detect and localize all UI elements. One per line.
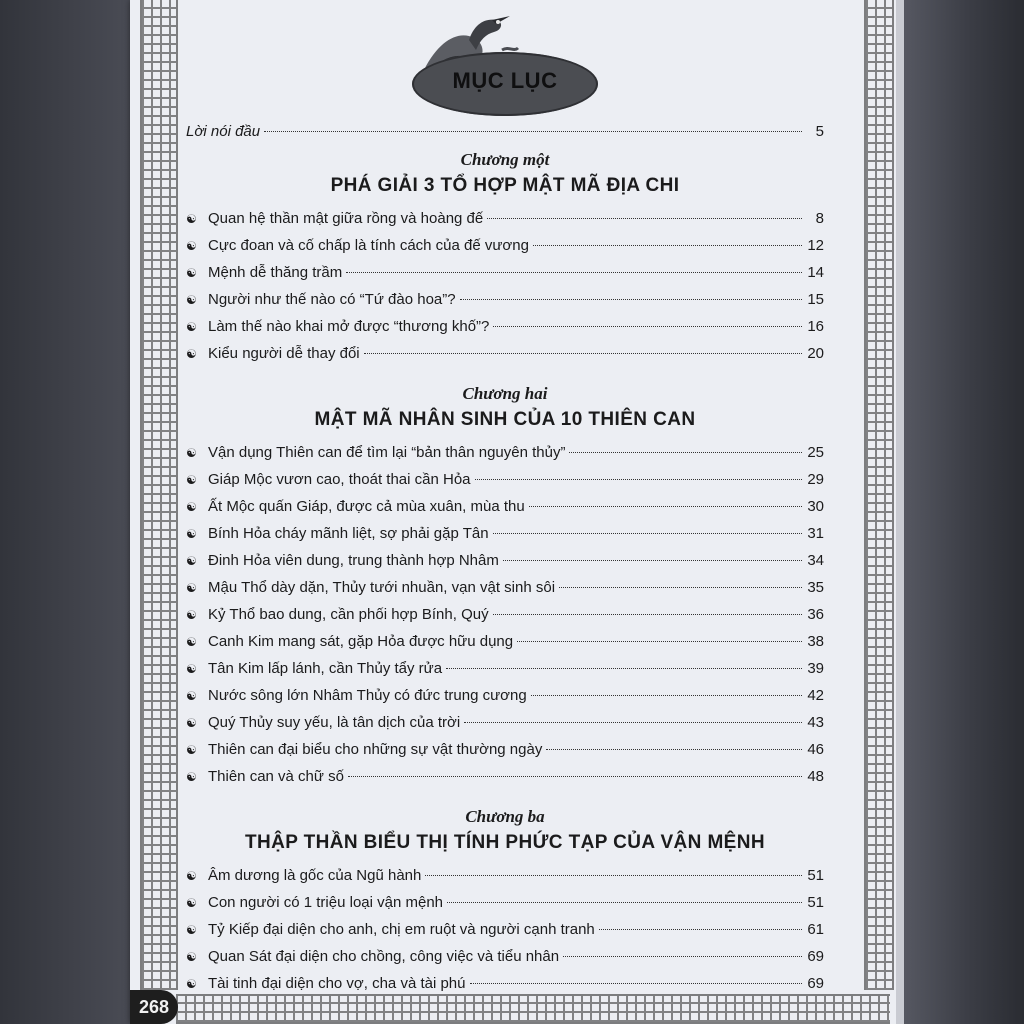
- toc-entry: [186, 682, 824, 709]
- leader-dots: [493, 533, 802, 534]
- toc-entry: [186, 313, 824, 340]
- toc-entry-label: Tỷ Kiếp đại diện cho anh, chị em ruột và người cạnh tranh: [208, 921, 595, 938]
- toc-entry: [186, 259, 824, 286]
- yin-yang-icon: ☯: [186, 716, 197, 730]
- leader-dots: [569, 452, 802, 453]
- yin-yang-icon: ☯: [186, 608, 197, 622]
- toc-entry-label: Canh Kim mang sát, gặp Hỏa được hữu dụng: [208, 633, 514, 650]
- toc-entry-page: 25: [807, 444, 824, 461]
- toc-entry-label: Tân Kim lấp lánh, cần Thủy tẩy rửa: [208, 660, 443, 677]
- yin-yang-icon: ☯: [186, 689, 197, 703]
- toc-entry-label: Làm thế nào khai mở được “thương khố”?: [208, 318, 490, 335]
- toc-entry-page: 31: [807, 525, 824, 542]
- page-edge: [896, 0, 904, 1024]
- leader-dots: [487, 218, 802, 219]
- toc-entry-label: Đinh Hỏa viên dung, trung thành hợp Nhâm: [208, 552, 499, 569]
- toc-entry: [186, 763, 824, 790]
- leader-dots: [470, 983, 803, 984]
- leader-dots: [364, 353, 802, 354]
- chapter-subtitle: Chương hai: [462, 384, 548, 403]
- yin-yang-icon: ☯: [186, 770, 197, 784]
- yin-yang-icon: ☯: [186, 527, 197, 541]
- yin-yang-icon: ☯: [186, 293, 197, 307]
- toc-entry: [186, 493, 824, 520]
- toc-entry-label: Nước sông lớn Nhâm Thủy có đức trung cương: [208, 687, 527, 704]
- leader-dots: [493, 326, 802, 327]
- yin-yang-icon: ☯: [186, 239, 197, 253]
- chapter-title: THẬP THẦN BIỂU THỊ TÍNH PHỨC TẠP CỦA VẬN MỆNH: [244, 832, 766, 853]
- toc-entry-page: 16: [807, 318, 824, 335]
- leader-dots: [475, 479, 802, 480]
- toc-entry-page: 51: [807, 867, 824, 884]
- leader-dots: [529, 506, 802, 507]
- toc-entry-page: 69: [807, 975, 824, 992]
- toc-entry-label: Kỷ Thổ bao dung, cần phối hợp Bính, Quý: [208, 606, 489, 623]
- toc-entry-label: Con người có 1 triệu loại vận mệnh: [208, 894, 444, 911]
- toc-entry-label: Người như thế nào có “Tứ đào hoa”?: [208, 291, 456, 308]
- toc-entry-page: 36: [807, 606, 824, 623]
- yin-yang-icon: ☯: [186, 581, 197, 595]
- toc-entry-intro: [186, 118, 824, 145]
- toc-entry-label: Mậu Thổ dày dặn, Thủy tưới nhuần, vạn vật sinh sôi: [208, 579, 556, 596]
- page-number: 268: [130, 990, 178, 1024]
- yin-yang-icon: ☯: [186, 446, 197, 460]
- toc-entry-label: Lời nói đầu: [186, 123, 261, 140]
- toc-entry: [186, 736, 824, 763]
- table-of-contents: [186, 118, 824, 997]
- leader-dots: [559, 587, 802, 588]
- toc-entry-page: 48: [807, 768, 824, 785]
- yin-yang-icon: ☯: [186, 554, 197, 568]
- toc-entry: [186, 466, 824, 493]
- leader-dots: [493, 614, 802, 615]
- toc-entry-page: 15: [807, 291, 824, 308]
- toc-entry-page: 39: [807, 660, 824, 677]
- toc-entry-page: 34: [807, 552, 824, 569]
- toc-entry-label: Giáp Mộc vươn cao, thoát thai cần Hỏa: [208, 471, 471, 488]
- leader-dots: [563, 956, 802, 957]
- toc-entry-page: 51: [807, 894, 824, 911]
- toc-entry-page: 14: [807, 264, 824, 281]
- yin-yang-icon: ☯: [186, 473, 197, 487]
- yin-yang-icon: ☯: [186, 320, 197, 334]
- toc-entry: [186, 439, 824, 466]
- yin-yang-icon: ☯: [186, 896, 197, 910]
- toc-entry: [186, 286, 824, 313]
- toc-entry: [186, 547, 824, 574]
- yin-yang-icon: ☯: [186, 347, 197, 361]
- toc-entry: [186, 520, 824, 547]
- toc-entry: [186, 574, 824, 601]
- toc-entry: [186, 709, 824, 736]
- toc-entry-label: Quan hệ thần mật giữa rồng và hoàng đế: [208, 210, 484, 227]
- leader-dots: [517, 641, 802, 642]
- leader-dots: [503, 560, 802, 561]
- page-title: MỤC LỤC: [452, 68, 558, 93]
- chapter-title: MẬT MÃ NHÂN SINH CỦA 10 THIÊN CAN: [314, 409, 696, 430]
- toc-entry-label: Mệnh dễ thăng trầm: [208, 264, 343, 281]
- yin-yang-icon: ☯: [186, 500, 197, 514]
- toc-entry: [186, 628, 824, 655]
- toc-entry-label: Quý Thủy suy yếu, là tân dịch của trời: [208, 714, 461, 731]
- toc-entry-page: 20: [807, 345, 824, 362]
- yin-yang-icon: ☯: [186, 212, 197, 226]
- toc-entry-page: 35: [807, 579, 824, 596]
- leader-dots: [546, 749, 802, 750]
- toc-entry-label: Bính Hỏa cháy mãnh liệt, sợ phải gặp Tân: [208, 525, 489, 542]
- toc-entry-label: Ất Mộc quấn Giáp, được cả mùa xuân, mùa thu: [208, 498, 525, 515]
- leader-dots: [533, 245, 802, 246]
- toc-entry-label: Thiên can đại biểu cho những sự vật thường ngày: [208, 741, 543, 758]
- toc-entry-label: Âm dương là gốc của Ngũ hành: [208, 867, 422, 884]
- leader-dots: [531, 695, 802, 696]
- toc-entry-label: Vận dụng Thiên can để tìm lại “bản thân nguyên thủy”: [208, 444, 566, 461]
- leader-dots: [264, 131, 802, 132]
- leader-dots: [346, 272, 802, 273]
- toc-entry-page: 5: [815, 123, 824, 140]
- toc-entry-page: 69: [807, 948, 824, 965]
- decorative-border-bottom: [176, 994, 890, 1024]
- toc-entry: [186, 889, 824, 916]
- toc-entry-label: Tài tinh đại diện cho vợ, cha và tài phú: [208, 975, 466, 992]
- toc-entry-page: 8: [815, 210, 824, 227]
- chapter-subtitle: Chương ba: [465, 807, 545, 826]
- leader-dots: [460, 299, 802, 300]
- yin-yang-icon: ☯: [186, 743, 197, 757]
- toc-entry: [186, 916, 824, 943]
- leader-dots: [447, 902, 802, 903]
- leader-dots: [425, 875, 802, 876]
- decorative-border-right: [864, 0, 894, 990]
- decorative-border-left: [140, 0, 178, 990]
- yin-yang-icon: ☯: [186, 662, 197, 676]
- chapter-subtitle: Chương một: [460, 150, 550, 169]
- toc-entry-page: 38: [807, 633, 824, 650]
- toc-entry: [186, 601, 824, 628]
- toc-entry: [186, 205, 824, 232]
- toc-entry: [186, 943, 824, 970]
- leader-dots: [348, 776, 802, 777]
- toc-entry-page: 61: [807, 921, 824, 938]
- toc-entry-label: Thiên can và chữ số: [208, 768, 344, 785]
- toc-entry-page: 30: [807, 498, 824, 515]
- background-right: [894, 0, 1024, 1024]
- yin-yang-icon: ☯: [186, 869, 197, 883]
- yin-yang-icon: ☯: [186, 266, 197, 280]
- toc-entry-page: 46: [807, 741, 824, 758]
- toc-entry: [186, 232, 824, 259]
- yin-yang-icon: ☯: [186, 950, 197, 964]
- toc-entry-page: 12: [807, 237, 824, 254]
- toc-entry-page: 29: [807, 471, 824, 488]
- yin-yang-icon: ☯: [186, 977, 197, 991]
- toc-entry: [186, 340, 824, 367]
- toc-entry: [186, 655, 824, 682]
- leader-dots: [599, 929, 802, 930]
- toc-entry: [186, 970, 824, 997]
- leader-dots: [446, 668, 802, 669]
- leader-dots: [464, 722, 802, 723]
- background-left: [0, 0, 132, 1024]
- toc-entry-page: 43: [807, 714, 824, 731]
- toc-entry-label: Quan Sát đại diện cho chồng, công việc và tiểu nhân: [208, 948, 560, 965]
- toc-entry-label: Kiểu người dễ thay đổi: [208, 345, 360, 362]
- chapter-title: PHÁ GIẢI 3 TỔ HỢP MẬT MÃ ĐỊA CHI: [330, 175, 680, 196]
- toc-entry: [186, 862, 824, 889]
- yin-yang-icon: ☯: [186, 635, 197, 649]
- yin-yang-icon: ☯: [186, 923, 197, 937]
- toc-entry-page: 42: [807, 687, 824, 704]
- toc-entry-label: Cực đoan và cố chấp là tính cách của đế vương: [208, 237, 529, 254]
